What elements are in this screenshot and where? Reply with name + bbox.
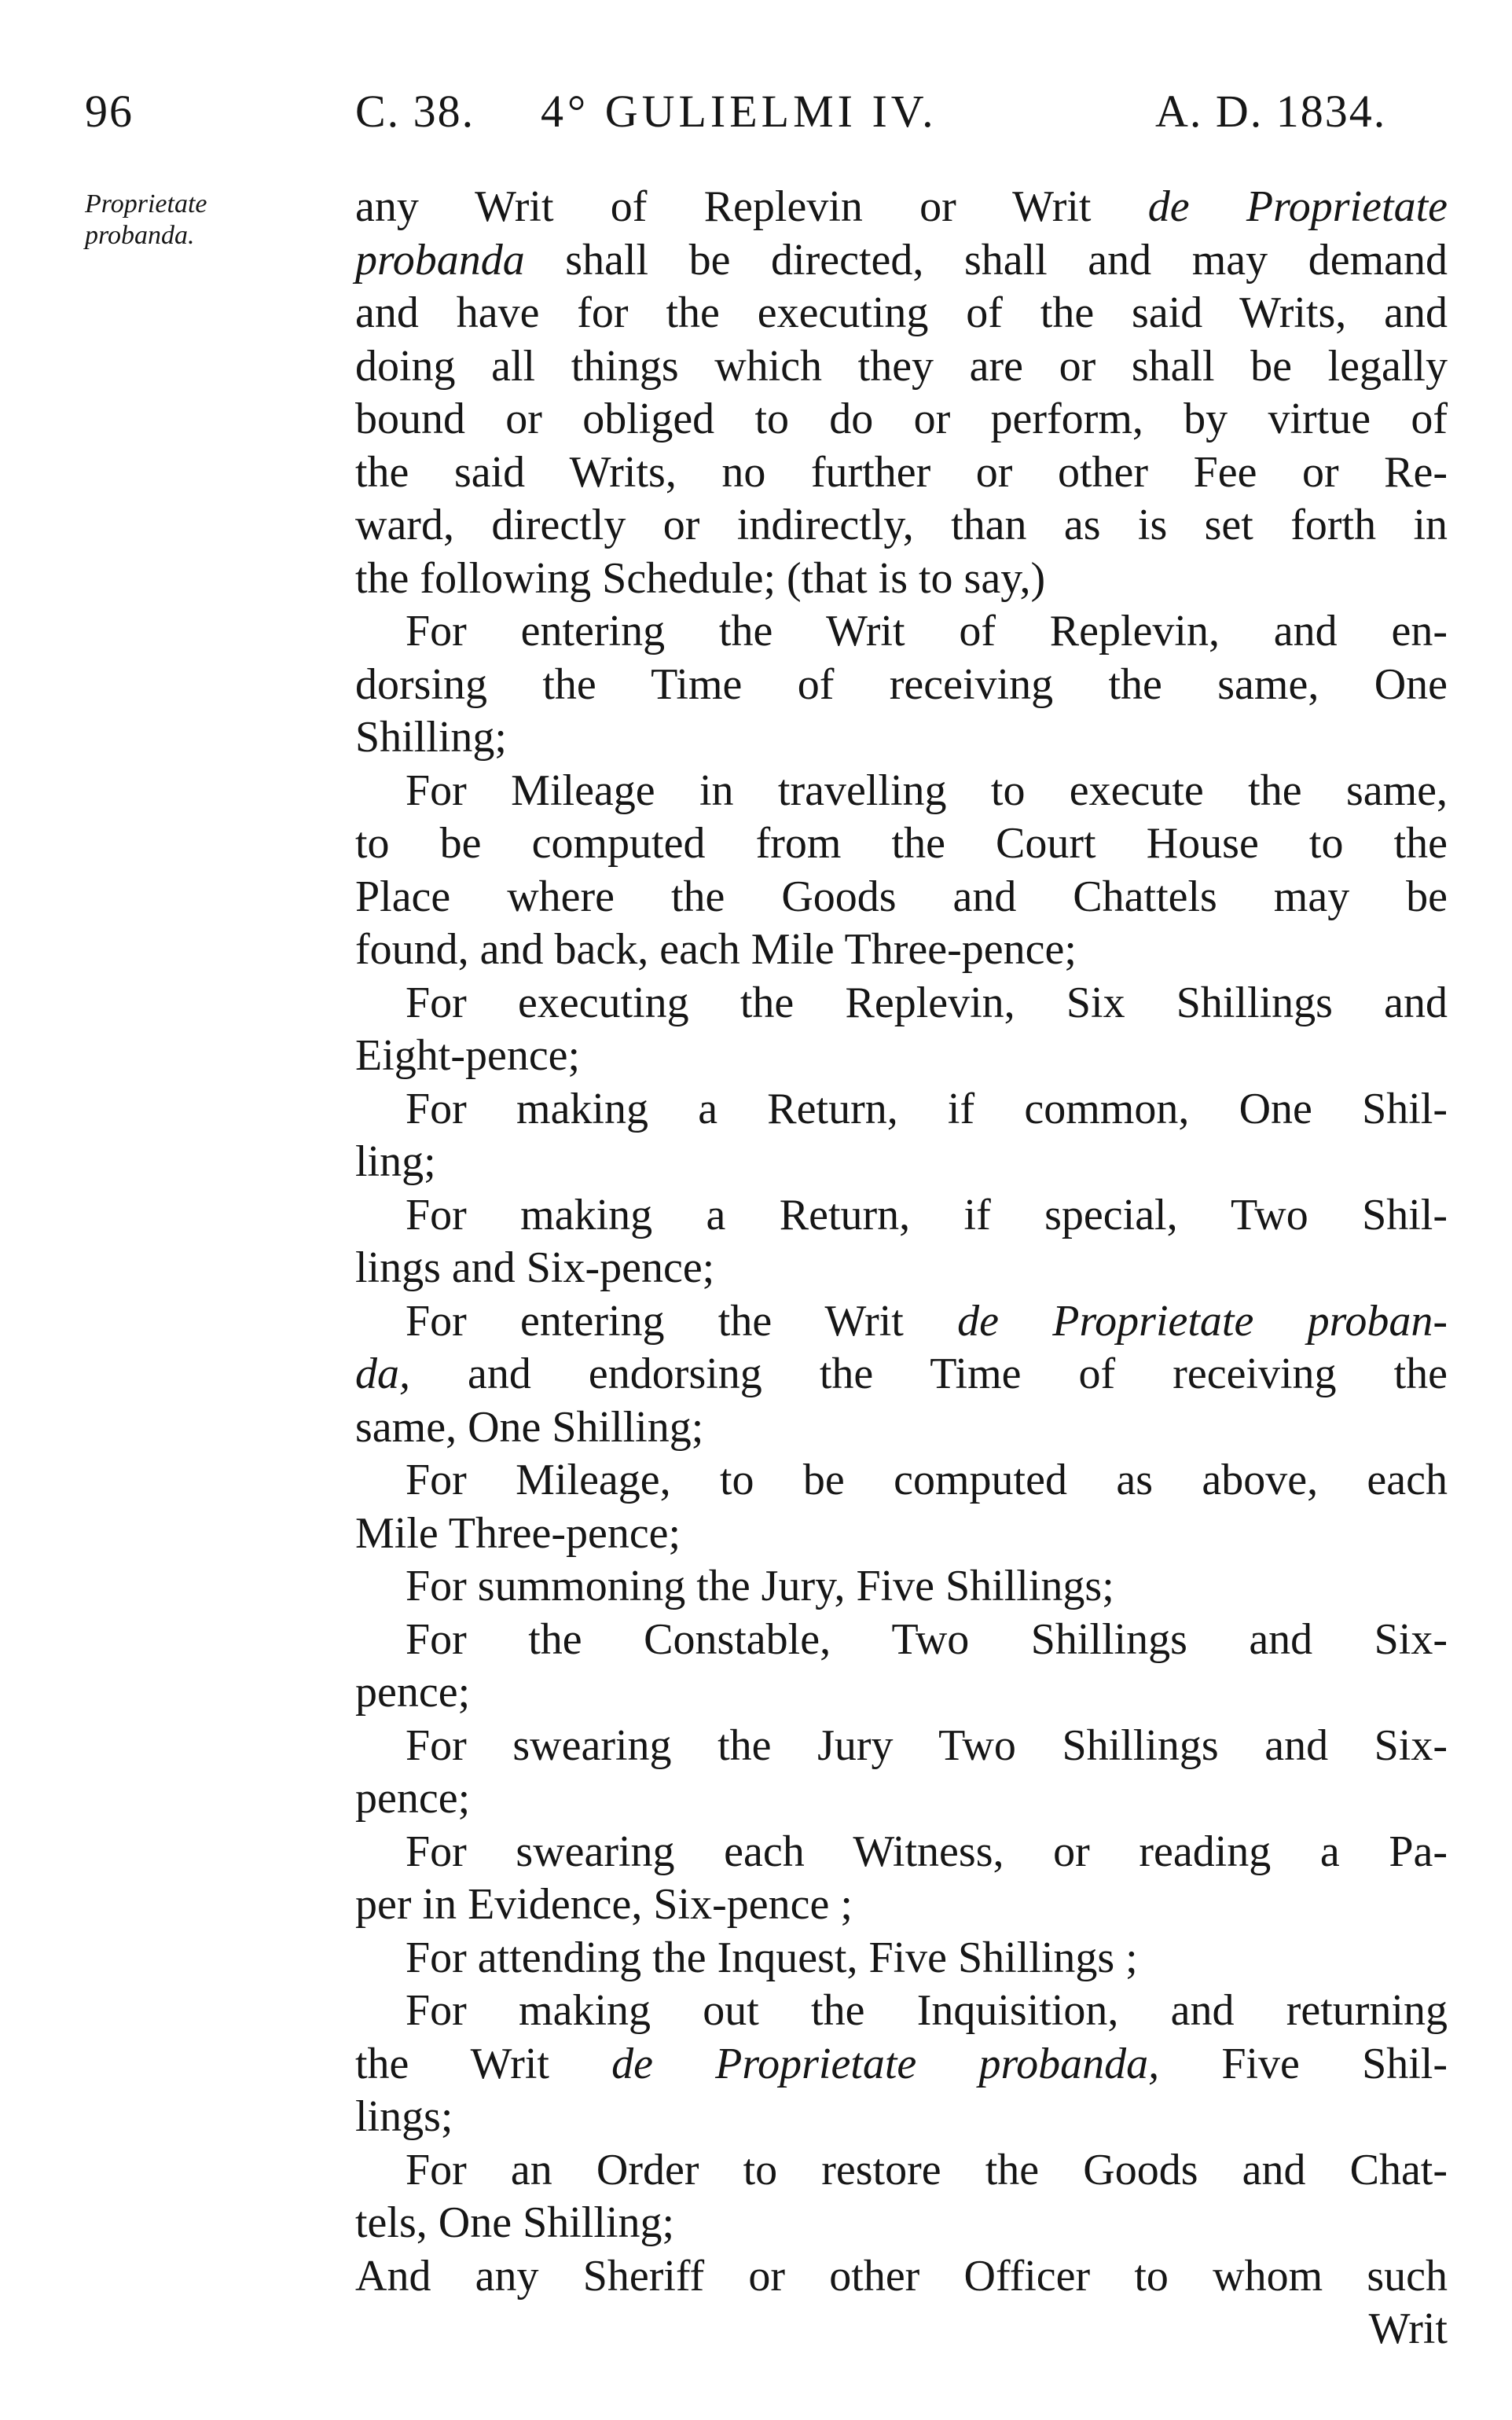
text-line [355, 393, 1448, 446]
italic-text: de Proprietate probanda, [611, 2039, 1160, 2088]
text-segment: For an Order to restore the Goods and Chat- [406, 2145, 1448, 2194]
text-segment: Eight-pence; [355, 1031, 581, 1080]
text-line [355, 1136, 1448, 1189]
italic-text: da, [355, 1350, 410, 1398]
text-segment: And any Sheriff or other Officer to whom such [355, 2251, 1448, 2301]
text-segment: For Mileage in travelling to execute the same, [406, 766, 1448, 815]
text-line [355, 1878, 1448, 1932]
text-line [355, 340, 1448, 394]
text-segment: Place where the Goods and Chattels may be [355, 872, 1448, 921]
text-segment: found, and back, each Mile Three-pence; [355, 925, 1077, 974]
text-segment: For making out the Inquisition, and returning [406, 1986, 1448, 2035]
text-line [355, 1189, 1448, 1243]
text-segment: For making a Return, if common, One Shil- [406, 1084, 1448, 1133]
text-segment: doing all things which they are or shall be legally [355, 341, 1448, 391]
text-line [355, 234, 1448, 288]
running-header [0, 85, 1512, 148]
text-line [355, 1083, 1448, 1137]
text-segment: For swearing each Witness, or reading a Pa- [406, 1827, 1448, 1876]
text-segment: bound or obliged to do or perform, by virtue of [355, 395, 1448, 443]
text-line [355, 1507, 1448, 1561]
text-segment: and have for the executing of the said Writs, and [355, 288, 1448, 337]
text-line [355, 1348, 1448, 1401]
text-line [355, 499, 1448, 553]
margin-note [85, 189, 297, 252]
text-segment: pence; [355, 1774, 471, 1823]
text-segment: pence; [355, 1668, 471, 1717]
text-line [355, 1401, 1448, 1455]
text-segment: lings; [355, 2092, 453, 2141]
catchword: Writ [1368, 2304, 1448, 2353]
text-line [355, 711, 1448, 765]
reign-title: 4° GULIELMI IV. [541, 86, 938, 137]
text-segment: For entering the Writ [406, 1296, 958, 1346]
text-segment: For executing the Replevin, Six Shillings and [406, 978, 1448, 1027]
text-segment: per in Evidence, Six-pence ; [355, 1880, 853, 1929]
text-line [355, 2250, 1448, 2304]
text-segment: For entering the Writ of Replevin, and en- [406, 607, 1448, 655]
text-segment: the Writ [355, 2039, 612, 2088]
text-segment: ling; [355, 1137, 436, 1186]
body-text [355, 181, 1448, 2356]
text-line [355, 2091, 1448, 2144]
text-segment: Shilling; [355, 713, 507, 762]
text-line [355, 1720, 1448, 1773]
text-segment: For summoning the Jury, Five Shillings; [406, 1562, 1114, 1610]
text-segment: shall be directed, shall and may demand [524, 235, 1448, 285]
text-line [355, 2038, 1448, 2091]
text-line [355, 2197, 1448, 2250]
text-line [355, 181, 1448, 234]
text-segment: For making a Return, if special, Two Shil- [406, 1190, 1448, 1239]
margin-note-line: probanda. [85, 221, 195, 250]
text-line [355, 2144, 1448, 2198]
text-line [355, 605, 1448, 659]
italic-text: de Proprietate proban- [957, 1296, 1448, 1346]
text-segment: lings and Six-pence; [355, 1243, 715, 1292]
text-line [355, 1985, 1448, 2038]
text-segment: the following Schedule; (that is to say,) [355, 553, 1046, 603]
italic-text: de Proprietate [1147, 182, 1448, 231]
text-line [355, 817, 1448, 871]
text-segment: For swearing the Jury Two Shillings and Six- [406, 1720, 1448, 1770]
text-segment: For attending the Inquest, Five Shillings ; [406, 1933, 1138, 1982]
text-line [355, 1295, 1448, 1349]
text-segment: the said Writs, no further or other Fee or Re- [355, 447, 1448, 497]
chapter-number: C. 38. [355, 86, 475, 137]
text-segment: to be computed from the Court House to the [355, 819, 1448, 868]
text-segment: and endorsing the Time of receiving the [410, 1350, 1448, 1398]
text-line [355, 765, 1448, 818]
text-line [355, 924, 1448, 977]
text-line [355, 1030, 1448, 1083]
text-line [355, 659, 1448, 712]
text-segment: dorsing the Time of receiving the same, One [355, 659, 1448, 709]
text-line [355, 871, 1448, 924]
text-segment: Five Shil- [1159, 2039, 1448, 2088]
text-line [355, 1826, 1448, 1879]
text-line [355, 1560, 1448, 1614]
text-segment: Mile Three-pence; [355, 1508, 681, 1558]
text-line [355, 977, 1448, 1030]
text-segment: same, One Shilling; [355, 1402, 704, 1452]
text-line [355, 1454, 1448, 1507]
text-segment: any Writ of Replevin or Writ [355, 182, 1148, 231]
margin-note-line: Proprietate [85, 189, 207, 218]
text-segment: For Mileage, to be computed as above, each [406, 1456, 1448, 1504]
text-line [355, 446, 1448, 500]
italic-text: probanda [355, 235, 525, 285]
year: A. D. 1834. [1155, 86, 1387, 137]
text-line [355, 1932, 1448, 1985]
text-line [355, 1614, 1448, 1667]
text-line [355, 1242, 1448, 1295]
text-segment: ward, directly or indirectly, than as is set forth in [355, 501, 1448, 549]
text-line [355, 287, 1448, 340]
page-number: 96 [85, 86, 134, 137]
text-line [355, 1772, 1448, 1826]
text-line [355, 553, 1448, 606]
text-segment: tels, One Shilling; [355, 2198, 674, 2247]
text-segment: For the Constable, Two Shillings and Six- [406, 1614, 1448, 1664]
text-line [355, 1666, 1448, 1720]
